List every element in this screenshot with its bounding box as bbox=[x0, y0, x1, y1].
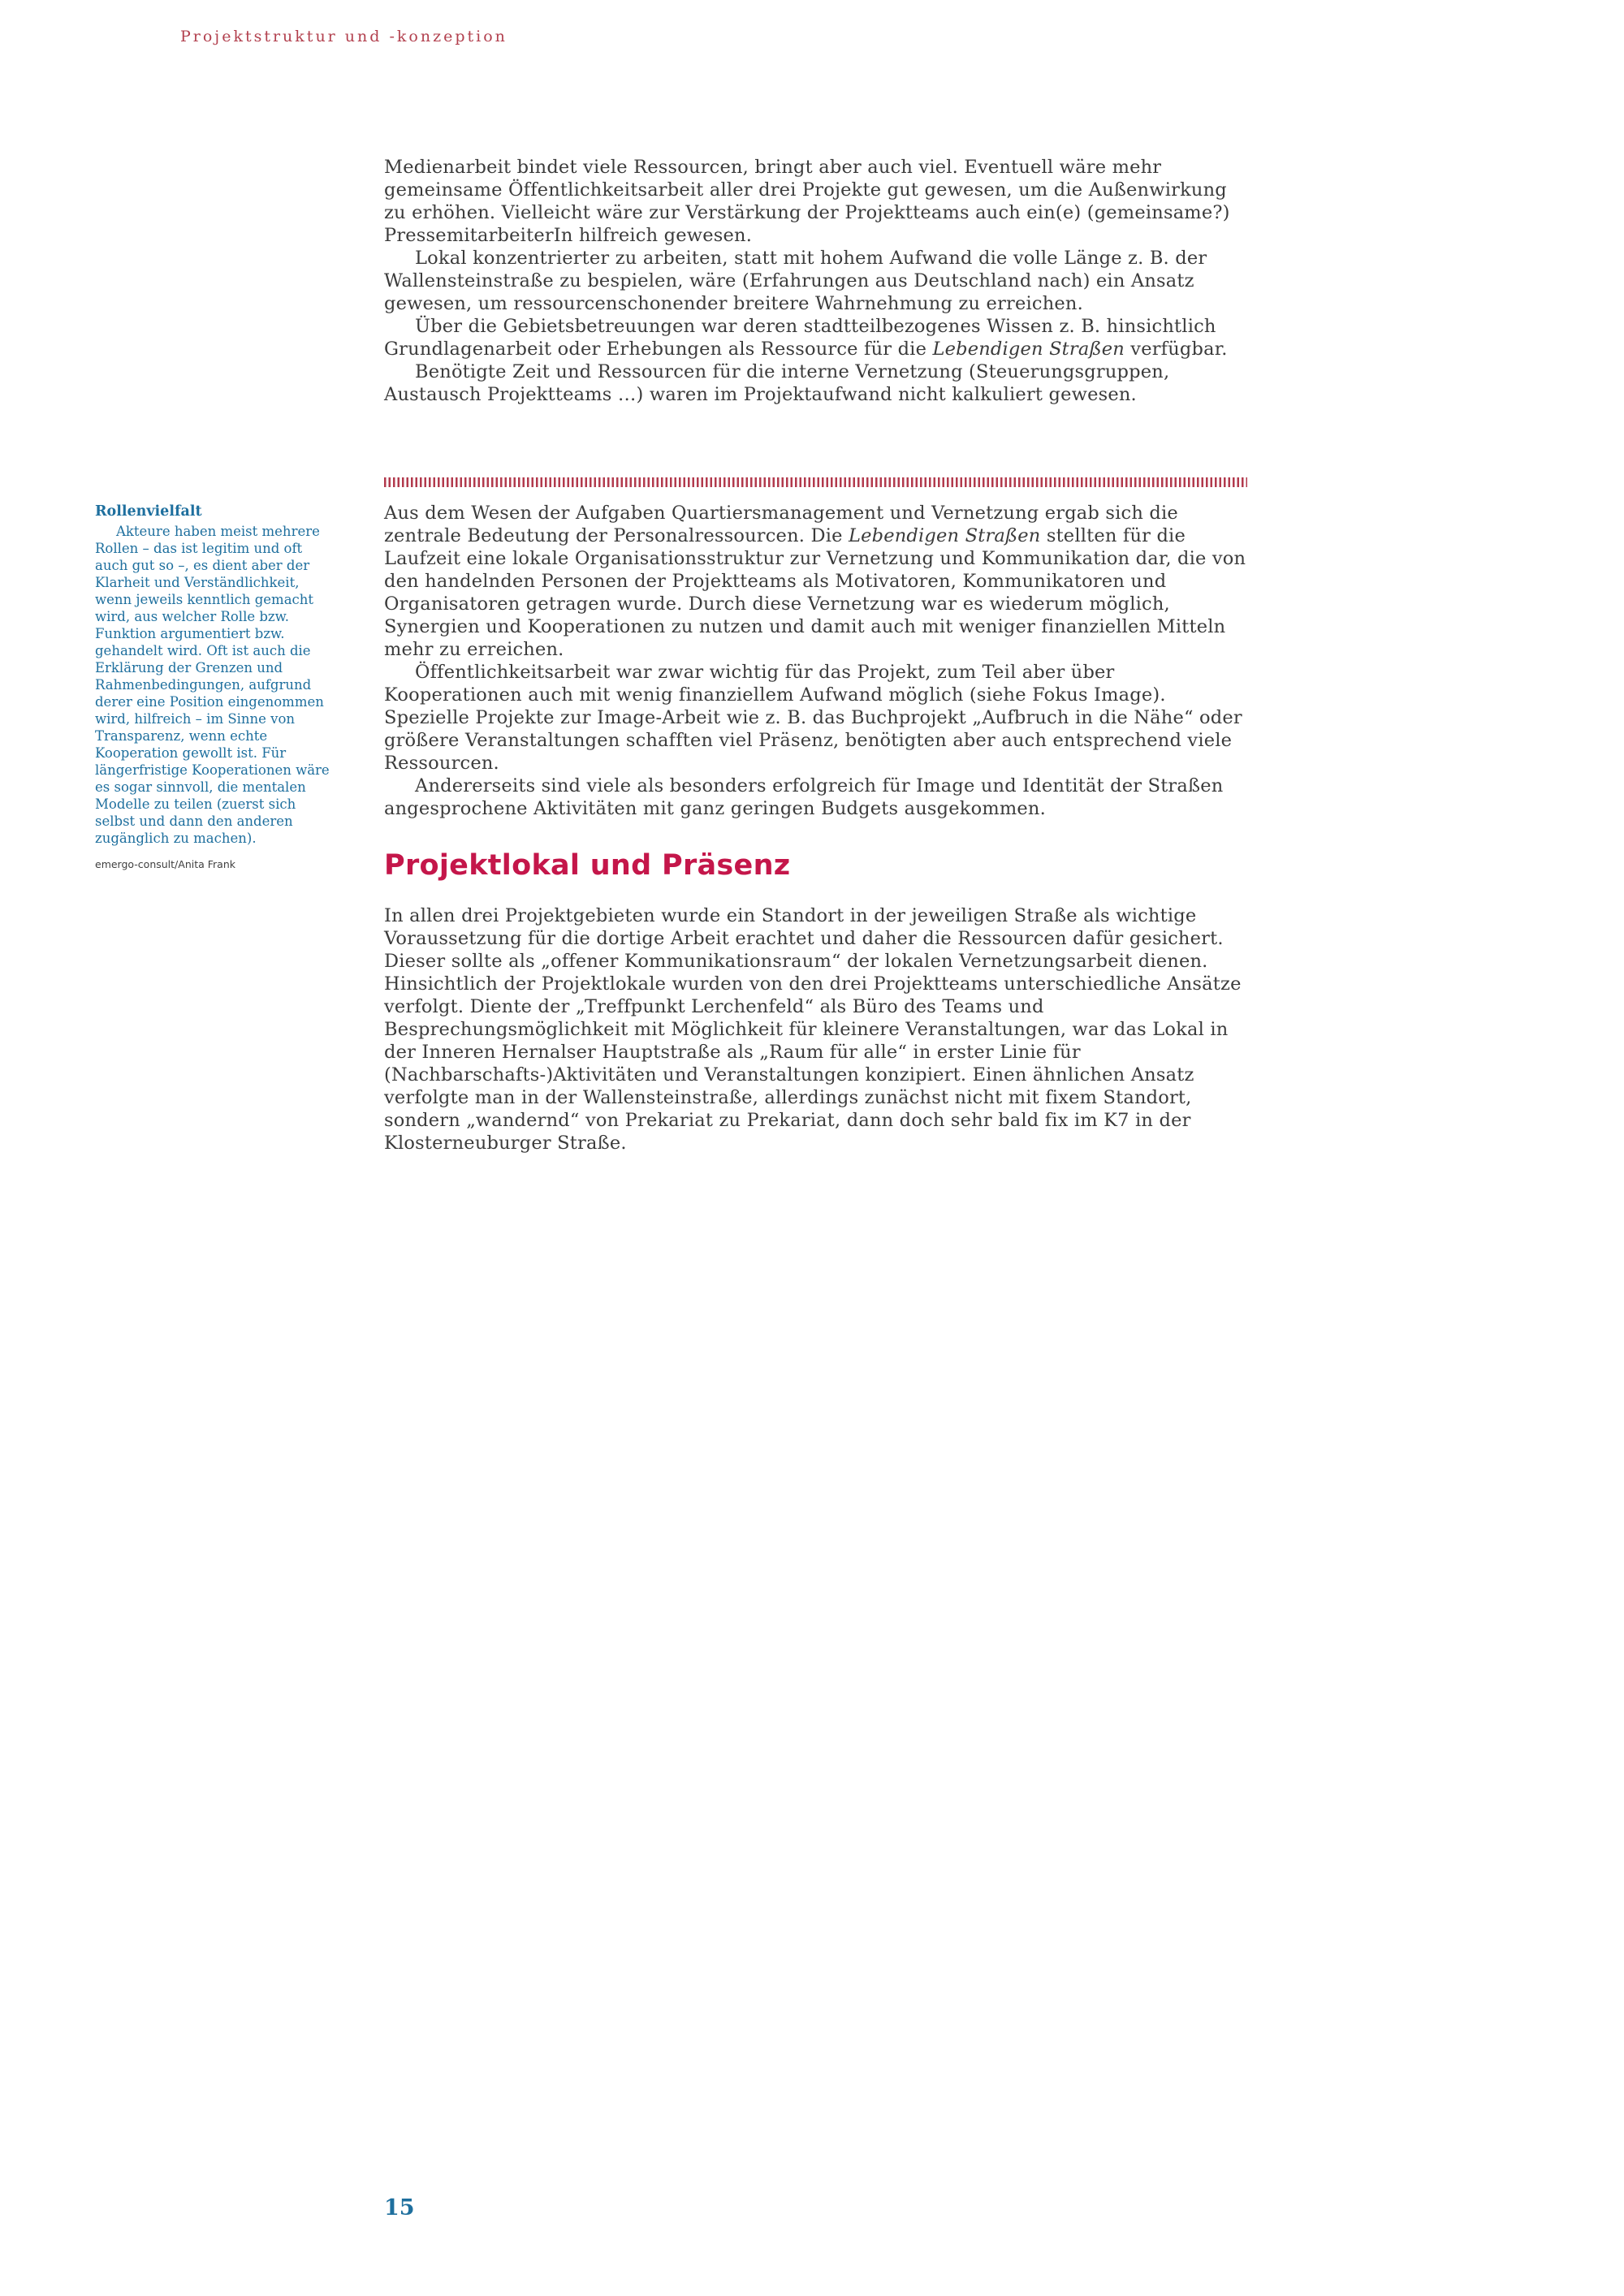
margin-note-attribution: emergo-consult/Anita Frank bbox=[95, 858, 235, 870]
main-text-column bbox=[384, 502, 1247, 1154]
text-run: In allen drei Projektgebieten wurde ein Standort in der jeweiligen Straße als wichtige Voraussetzung für die dortige Arbeit erachtet und daher die Ressourcen dafür gesichert. Dieser sollte als „offener Kommunikationsraum“ der lokalen Vernetzungsarbeit dienen. Hinsichtlich der Projektlokale wurden von den drei Projektteams unterschiedliche Ansätze verfolgt. Diente der „Treffpunkt Lerchenfeld“ als Büro des Teams und Besprechungsmöglichkeit mit Möglichkeit für kleinere Veranstaltungen, war das Lokal in der Inneren Hernalser Hauptstraße als „Raum für alle“ in erster Linie für (Nachbarschafts-)Aktivitäten und Veranstaltungen konzipiert. Einen ähnlichen Ansatz verfolgte man in der Wallensteinstraße, allerdings zunächst nicht mit fixem Standort, sondern „wandernd“ von Prekariat zu Prekariat, dann doch sehr bald fix im K7 in der Klosterneuburger Straße. bbox=[384, 905, 1242, 1154]
section-heading: Projektlokal und Präsenz bbox=[384, 849, 791, 882]
paragraph bbox=[384, 156, 1247, 247]
margin-note bbox=[95, 503, 333, 870]
text-run: Andererseits sind viele als besonders erfolgreich für Image und Identität der Straßen angesprochene Aktivitäten mit ganz geringen Budgets ausgekommen. bbox=[384, 775, 1224, 819]
paragraph bbox=[384, 904, 1247, 1154]
paragraph bbox=[384, 315, 1247, 360]
text-run: Benötigte Zeit und Ressourcen für die interne Vernetzung (Steuerungsgruppen, Austausch Projektteams …) waren im Projektaufwand nicht kalkuliert gewesen. bbox=[384, 361, 1170, 405]
text-run: verfügbar. bbox=[1124, 339, 1228, 360]
text-run: Lokal konzentrierter zu arbeiten, statt mit hohem Aufwand die volle Länge z. B. der Wallensteinstraße zu bespielen, wäre (Erfahrungen aus Deutschland nach) ein Ansatz gewesen, um ressourcenschonender breitere Wahrnehmung zu erreichen. bbox=[384, 248, 1207, 314]
text-run: stellten für die Laufzeit eine lokale Organisationsstruktur zur Vernetzung und Kommunikation dar, die von den handelnden Personen der Projektteams als Motivatoren, Kommunikatoren und Organisatoren getragen wurde. Durch diese Vernetzung war es wiederum möglich, Synergien und Kooperationen zu nutzen und damit auch mit weniger finanziellen Mitteln mehr zu erreichen. bbox=[384, 525, 1246, 660]
paragraph bbox=[95, 523, 333, 847]
text-run: Medienarbeit bindet viele Ressourcen, bringt aber auch viel. Eventuell wäre mehr gemeinsame Öffentlichkeitsarbeit aller drei Projekte gut gewesen, um die Außenwirkung zu erhöhen. Vielleicht wäre zur Verstärkung der Projektteams auch ein(e) (gemeinsame?) PressemitarbeiterIn hilfreich gewesen. bbox=[384, 157, 1230, 246]
text-block-project-location bbox=[384, 904, 1247, 1154]
text-block-media-resources bbox=[384, 156, 1247, 406]
paragraph bbox=[384, 661, 1247, 775]
section-separator-dashed-line bbox=[384, 477, 1247, 487]
text-block-personnel-resources bbox=[384, 502, 1247, 820]
text-run: Öffentlichkeitsarbeit war zwar wichtig für das Projekt, zum Teil aber über Kooperationen auch mit wenig finanziellem Aufwand möglich (siehe Fokus Image). Spezielle Projekte zur Image-Arbeit wie z. B. das Buchprojekt „Aufbruch in die Nähe“ oder größere Veranstaltungen schafften viel Präsenz, benötigten aber auch entsprechend viele Ressourcen. bbox=[384, 662, 1242, 774]
paragraph bbox=[384, 247, 1247, 315]
text-run: Über die Gebietsbetreuungen war deren stadtteilbezogenes Wissen z. B. hinsichtlich Grundlagenarbeit oder Erhebungen als Ressource für die bbox=[384, 316, 1216, 360]
text-run: Aus dem Wesen der Aufgaben Quartiersmanagement und Vernetzung ergab sich die zentrale Bedeutung der Personalressourcen. Die bbox=[384, 503, 1178, 546]
margin-note-body bbox=[95, 523, 333, 847]
running-header: Projektstruktur und -konzeption bbox=[180, 28, 508, 45]
paragraph bbox=[384, 775, 1247, 820]
paragraph bbox=[384, 502, 1247, 661]
emphasized-text: Lebendigen Straßen bbox=[848, 525, 1041, 546]
page-number: 15 bbox=[384, 2195, 415, 2220]
emphasized-text: Lebendigen Straßen bbox=[932, 339, 1125, 360]
paragraph bbox=[384, 360, 1247, 406]
text-run: Akteure haben meist mehrere Rollen – das ist legitim und oft auch gut so –, es dient aber der Klarheit und Verständlichkeit, wenn jeweils kenntlich gemacht wird, aus welcher Rolle bzw. Funktion argumentiert bzw. gehandelt wird. Oft ist auch die Erklärung der Grenzen und Rahmenbedingungen, aufgrund derer eine Position eingenommen wird, hilfreich – im Sinne von Transparenz, wenn echte Kooperation gewollt ist. Für längerfristige Kooperationen wäre es sogar sinnvoll, die mentalen Modelle zu teilen (zuerst sich selbst und dann den anderen zugänglich zu machen). bbox=[95, 524, 330, 846]
margin-note-title: Rollenvielfalt bbox=[95, 503, 202, 520]
